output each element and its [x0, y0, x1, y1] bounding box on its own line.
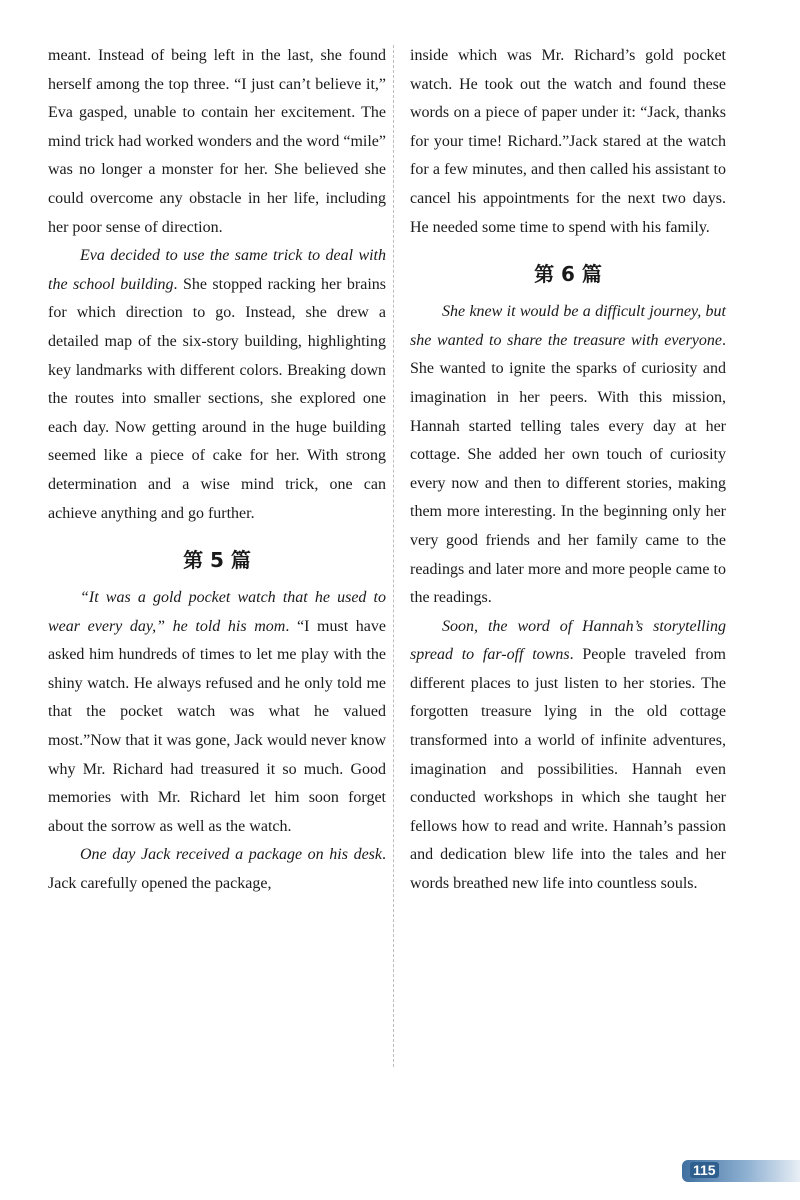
paragraph-text: . She wanted to ignite the sparks of curiosity and imagination in her peers. With this mission, Hannah started telling tales every day at her cottage. She added her own touch of curiosity every now and then to different stories, making them more interesting. In the beginning only her very good friends and her family came to the readings and later more and more people came to the readings. [410, 331, 726, 607]
italic-lead: “It was a gold pocket watch that he used to wear every day,” he told his mom [48, 589, 386, 635]
section-heading: 第 6 篇 [534, 262, 602, 287]
paragraph: inside which was Mr. Richard’s gold pocket watch. He took out the watch and found these words on a piece of paper under it: “Jack, thanks for your time! Richard.”Jack stared at the watch for a few minutes, and then called his assistant to cancel his appointments for the next two days. He needed some time to spend with his family. [410, 47, 726, 236]
page-number: 115 [690, 1162, 719, 1178]
paragraph-text: . She stopped racking her brains for which direction to go. Instead, she drew a detailed map of the six-story building, highlighting key landmarks with different colors. Breaking down the routes into smaller sections, she explored one each day. Now getting around in the huge building seemed like a piece of cake for her. With strong determination and a wise mind trick, one can achieve anything and go further. [48, 275, 386, 522]
paragraph [48, 584, 386, 841]
italic-lead: Eva decided to use the same trick to deal with the school building [48, 247, 386, 293]
column-divider [393, 45, 394, 1067]
paragraph [48, 841, 386, 898]
right-column [410, 42, 726, 899]
left-column [48, 42, 386, 899]
paragraph [48, 242, 386, 528]
italic-lead: One day Jack received a package on his desk [80, 846, 382, 864]
paragraph [410, 613, 726, 899]
italic-lead: Soon, the word of Hannah’s storytelling spread to far-off towns [410, 617, 726, 664]
italic-lead: She knew it would be a difficult journey, but she wanted to share the treasure with everyone [410, 303, 726, 349]
paragraph: meant. Instead of being left in the last, she found herself among the top three. “I just can’t believe it,” Eva gasped, unable to contain her excitement. The mind trick had worked wonders and the word “mile” was no longer a monster for her. She believed she could overcome any obstacle in her life, including her poor sense of direction. [48, 47, 386, 236]
paragraph-text: . “I must have asked him hundreds of times to let me play with the shiny watch. He always refused and he only told me that the pocket watch was what he valued most.”Now that it was gone, Jack would never know why Mr. Richard had treasured it so much. Good memories with Mr. Richard let him soon forget about the sorrow as well as the watch. [48, 617, 387, 835]
paragraph-text: . Jack carefully opened the package, [48, 846, 386, 893]
paragraph-text: . People traveled from different places to just listen to her stories. The forgotten treasure lying in the old cottage transformed into a world of infinite adventures, imagination and possibilities. Hannah even conducted workshops in which she taught her fellows how to read and write. Hannah’s passion and dedication blew life into the tales and her words breathed new life into countless souls. [410, 646, 726, 893]
paragraph [410, 298, 726, 613]
section-heading: 第 5 篇 [183, 548, 251, 573]
